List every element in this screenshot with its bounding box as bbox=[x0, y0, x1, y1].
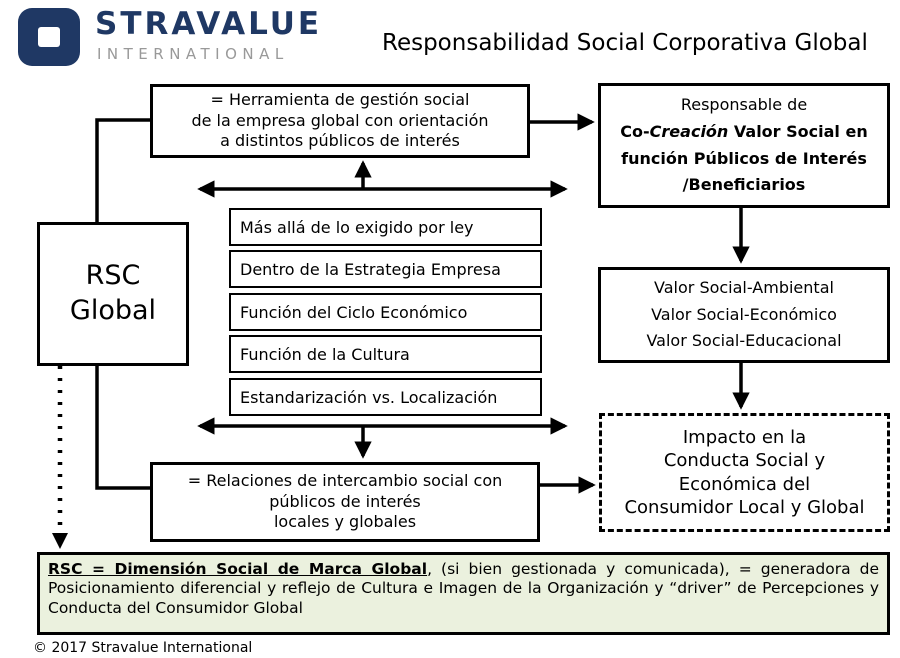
factor-box bbox=[229, 208, 542, 246]
factor-label: Función del Ciclo Económico bbox=[240, 302, 468, 322]
factor-box bbox=[229, 250, 542, 288]
page-title: Responsabilidad Social Corporativa Global bbox=[382, 30, 868, 56]
rsc-to-herramienta-line bbox=[97, 120, 150, 222]
factor-label: Dentro de la Estrategia Empresa bbox=[240, 259, 501, 279]
responsable-line: función Públicos de Interés bbox=[621, 148, 867, 168]
rsc-global-label: RSC Global bbox=[69, 260, 157, 326]
co-creacion-italic: Creación bbox=[649, 121, 729, 141]
relaciones-box bbox=[150, 462, 540, 542]
factor-label: Estandarización vs. Localización bbox=[240, 387, 498, 407]
factor-label: Función de la Cultura bbox=[240, 344, 410, 364]
copyright-text: © 2017 Stravalue International bbox=[33, 640, 253, 656]
herramienta-box bbox=[150, 84, 530, 158]
impacto-box bbox=[599, 413, 890, 532]
responsable-line: /Beneficiarios bbox=[682, 175, 806, 195]
logo-subtitle: INTERNATIONAL bbox=[97, 45, 289, 63]
rsc-to-relaciones-line bbox=[97, 366, 150, 488]
responsable-box bbox=[598, 83, 890, 208]
rsc-global-box bbox=[37, 222, 189, 366]
valor-social-text: Valor Social-Ambiental Valor Social-Económico Valor Social-Educacional bbox=[646, 278, 842, 351]
factor-box bbox=[229, 335, 542, 373]
co-rest: Valor Social en bbox=[728, 121, 868, 141]
summary-box bbox=[37, 552, 890, 635]
summary-body: , (si bien gestionada y comunicada), = generadora de Posicionamiento diferencial y reflejo de Cultura e Imagen de la Organización y “driver” de Percepciones y Conducta del Consumidor Global bbox=[48, 560, 880, 617]
logo-name: STRAVALUE bbox=[95, 6, 323, 42]
responsable-text bbox=[620, 92, 867, 200]
logo-icon bbox=[18, 8, 80, 66]
factor-label: Más allá de lo exigido por ley bbox=[240, 217, 474, 237]
factor-box bbox=[229, 293, 542, 331]
responsable-line bbox=[620, 119, 867, 146]
factor-box bbox=[229, 378, 542, 416]
co-prefix: Co- bbox=[620, 121, 650, 141]
relaciones-text: = Relaciones de intercambio social con públicos de interés locales y globales bbox=[187, 470, 503, 532]
valor-social-box bbox=[598, 267, 890, 363]
herramienta-text: = Herramienta de gestión social de la empresa global con orientación a distintos públicos de interés bbox=[191, 89, 489, 151]
responsable-line: Responsable de bbox=[680, 94, 808, 114]
impacto-text: Impacto en la Conducta Social y Económica del Consumidor Local y Global bbox=[624, 427, 865, 518]
summary-lead: RSC = Dimensión Social de Marca Global bbox=[48, 560, 428, 578]
